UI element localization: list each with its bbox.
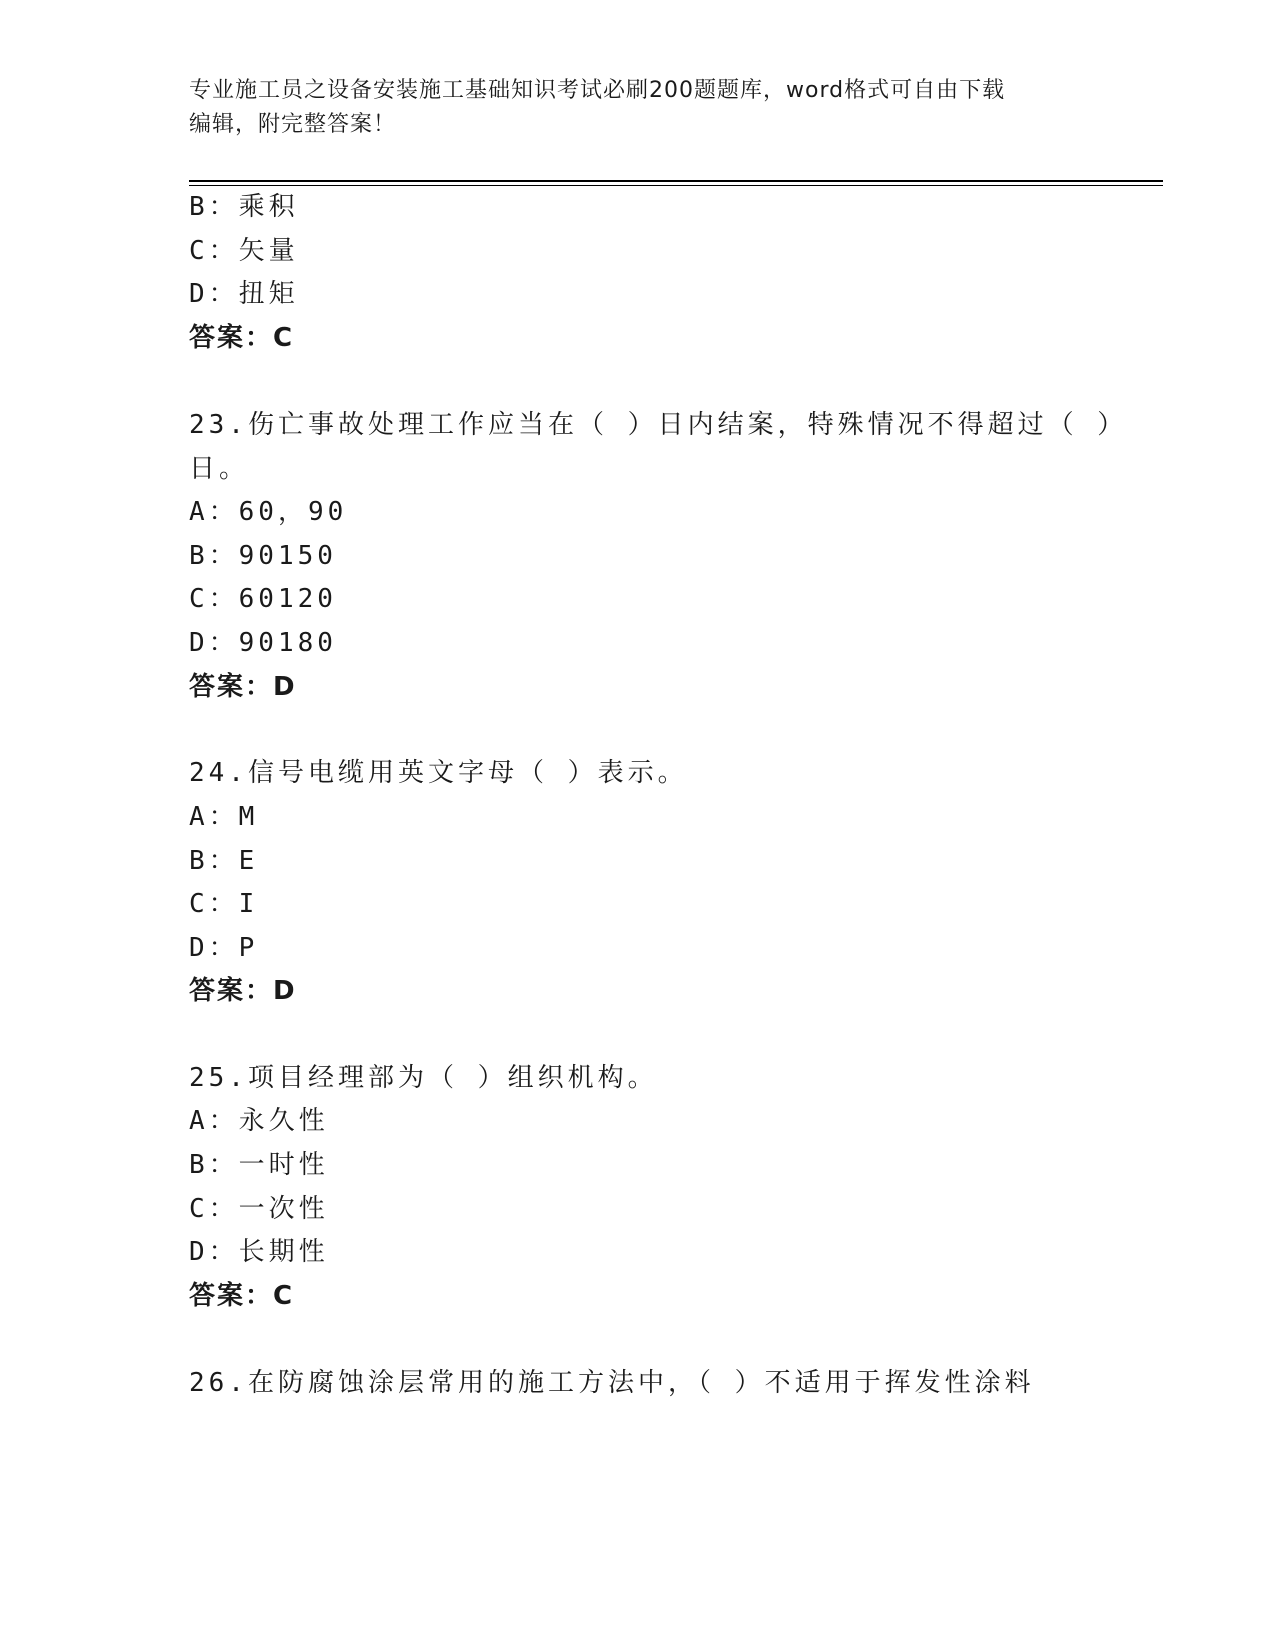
q25-option-b: B：一时性 [189, 1150, 329, 1180]
header-rule-thick [189, 180, 1163, 182]
q25-stem: 25.项目经理部为（ ）组织机构。 [189, 1063, 658, 1093]
q25-option-a: A：永久性 [189, 1106, 329, 1136]
q23-option-a: A：60，90 [189, 497, 348, 527]
q24-option-a: A：M [189, 802, 259, 832]
header-line-2: 编辑，附完整答案！ [189, 112, 397, 137]
q22-answer: 答案：C [189, 323, 295, 353]
q25-option-c: C：一次性 [189, 1194, 329, 1224]
q23-option-c: C：60120 [189, 584, 337, 614]
header-line-1: 专业施工员之设备安装施工基础知识考试必刷200题题库，word格式可自由下载 [189, 78, 1006, 103]
q24-stem: 24.信号电缆用英文字母（ ）表示。 [189, 758, 688, 788]
q23-option-b: B：90150 [189, 541, 337, 571]
q22-option-b: B：乘积 [189, 192, 299, 222]
document-header [189, 74, 1089, 142]
q26-stem: 26.在防腐蚀涂层常用的施工方法中，（ ）不适用于挥发性涂料 [189, 1368, 1035, 1398]
q24-option-b: B：E [189, 846, 259, 876]
q22-option-c: C：矢量 [189, 236, 299, 266]
q23-option-d: D：90180 [189, 628, 337, 658]
q22-option-d: D：扭矩 [189, 279, 299, 309]
q24-option-d: D：P [189, 933, 259, 963]
q23-stem-line-2: 日。 [189, 454, 250, 484]
q23-answer: 答案：D [189, 672, 297, 702]
q25-answer: 答案：C [189, 1281, 295, 1311]
q25-option-d: D：长期性 [189, 1237, 329, 1267]
q24-answer: 答案：D [189, 976, 297, 1006]
q24-option-c: C：I [189, 889, 259, 919]
header-rule-thin [189, 185, 1163, 186]
q23-stem-line-1: 23.伤亡事故处理工作应当在（ ）日内结案，特殊情况不得超过（ ） [189, 410, 1128, 440]
